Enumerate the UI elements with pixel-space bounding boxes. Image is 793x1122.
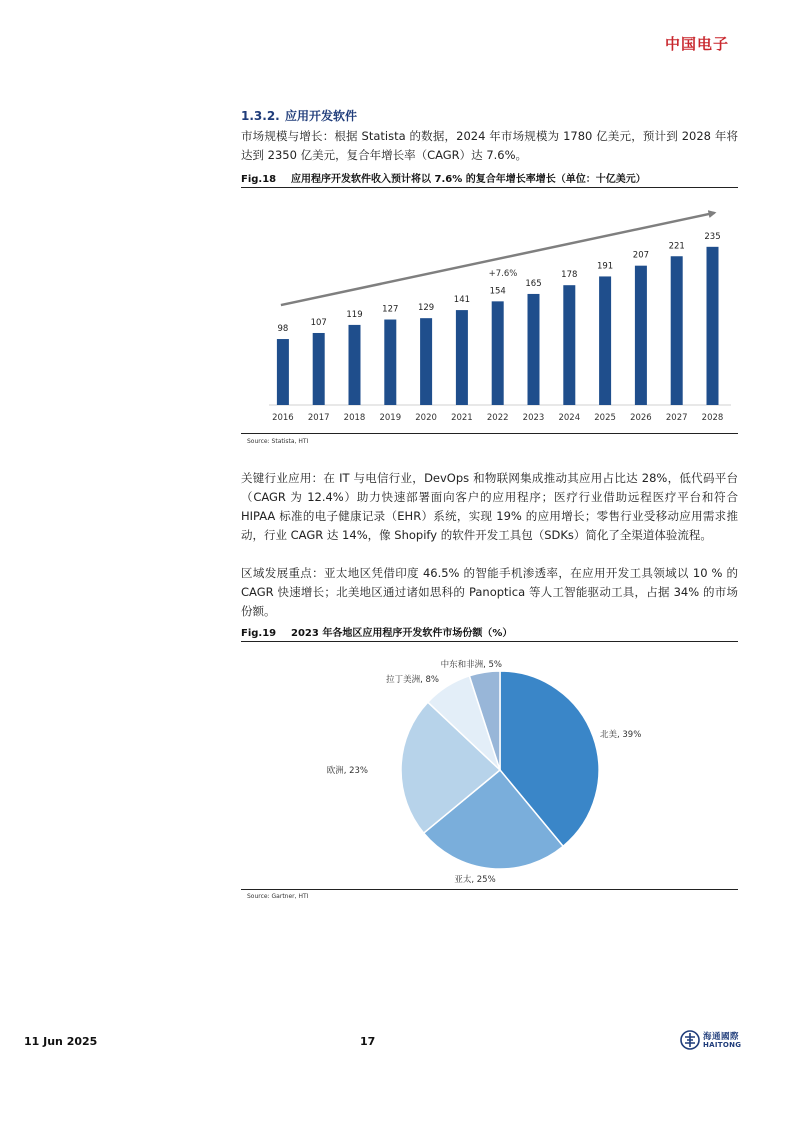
bar-2016: [277, 339, 289, 405]
logo-text-cn: 海通國際: [703, 1032, 740, 1042]
fig18-source: Source: Statista, HTI: [247, 438, 309, 445]
tick-label-2026: 2026: [630, 413, 652, 423]
pie-label-4: 中东和非洲, 5%: [440, 660, 502, 670]
fig18-bottom-rule: [241, 433, 738, 434]
tick-label-2021: 2021: [451, 413, 473, 423]
paragraph-regional: 区域发展重点：亚太地区凭借印度 46.5% 的智能手机渗透率，在应用开发工具领域以 10 % 的 CAGR 快速增长；北美地区通过诸如思科的 Panoptica 等人工智能驱动工具，占据 34% 的市场份额。: [241, 566, 738, 618]
bar-2017: [313, 333, 325, 405]
data-label-2021: 141: [453, 295, 471, 306]
cagr-annotation: +7.6%: [488, 269, 518, 279]
paragraph-market-size: 市场规模与增长：根据 Statista 的数据，2024 年市场规模为 1780 亿美元，预计到 2028 年将达到 2350 亿美元，复合年增长率（CAGR）达 7.6%。: [241, 129, 738, 162]
header-brand: 中国电子: [664, 35, 729, 53]
revenue-bar-chart: [241, 190, 738, 433]
bar-2028: [707, 247, 719, 405]
bar-2025: [599, 276, 611, 405]
data-label-2020: 129: [417, 303, 435, 314]
pie-label-3: 拉丁美洲, 8%: [386, 675, 439, 685]
paragraph-key-industries: 关键行业应用：在 IT 与电信行业，DevOps 和物联网集成推动其应用占比达 28%，低代码平台（CAGR 为 12.4%）助力快速部署面向客户的应用程序；医疗行业借助远程医疗平台和符合 HIPAA 标准的电子健康记录（EHR）系统，实现 19% 的应用增长；零售行业受移动应用需求推动，行业 CAGR 达 14%，像 Shopify 的软件开发工具包（SDKs）简化了全渠道体验流程。: [241, 471, 738, 542]
bar-2027: [671, 256, 683, 405]
tick-label-2020: 2020: [415, 413, 437, 423]
tick-label-2024: 2024: [558, 413, 581, 423]
regional-share-pie-chart: [241, 643, 738, 888]
fig19-title: 2023 年各地区应用程序开发软件市场份额（%）: [291, 628, 513, 639]
fig18-title: 应用程序开发软件收入预计将以 7.6% 的复合年增长率增长（单位：十亿美元）: [291, 174, 646, 185]
tick-label-2016: 2016: [272, 413, 294, 423]
data-label-2017: 107: [310, 317, 327, 328]
section-number: 1.3.2.: [241, 109, 280, 123]
data-label-2024: 178: [561, 270, 578, 281]
haitong-logo-icon: [680, 1030, 700, 1050]
bar-2024: [563, 285, 575, 405]
data-label-2026: 207: [632, 250, 650, 261]
fig19-number: Fig.19: [241, 628, 277, 639]
tick-label-2025: 2025: [594, 413, 616, 423]
bar-2018: [349, 325, 361, 405]
data-label-2019: 127: [382, 304, 399, 315]
logo-text-en: HAITONG: [703, 1041, 742, 1049]
page-number: 17: [360, 1035, 376, 1048]
fig18-number: Fig.18: [241, 174, 277, 185]
fig19-source: Source: Gartner, HTI: [247, 893, 309, 900]
data-label-2018: 119: [346, 309, 363, 320]
data-label-2022: 154: [489, 286, 506, 297]
bar-2026: [635, 266, 647, 405]
data-label-2023: 165: [525, 278, 542, 289]
tick-label-2027: 2027: [665, 413, 688, 423]
section-heading: [241, 107, 357, 124]
pie-label-0: 北美, 39%: [600, 730, 642, 740]
section-title: 应用开发软件: [285, 109, 358, 123]
bar-2019: [384, 320, 396, 405]
haitong-logo: [680, 1030, 742, 1052]
bar-2021: [456, 310, 468, 405]
tick-label-2023: 2023: [522, 413, 545, 423]
footer-date: 11 Jun 2025: [24, 1035, 98, 1048]
bar-2023: [528, 294, 540, 405]
tick-label-2019: 2019: [379, 413, 402, 423]
data-label-2016: 98: [277, 324, 289, 335]
bar-2020: [420, 318, 432, 405]
tick-label-2018: 2018: [343, 413, 366, 423]
tick-label-2028: 2028: [701, 413, 724, 423]
data-label-2027: 221: [668, 241, 685, 252]
tick-label-2022: 2022: [486, 413, 509, 423]
data-label-2025: 191: [596, 261, 614, 272]
pie-label-1: 亚太, 25%: [454, 875, 496, 885]
tick-label-2017: 2017: [307, 413, 330, 423]
fig18-caption: [241, 170, 738, 188]
fig19-caption: [241, 624, 738, 642]
bar-2022: [492, 301, 504, 405]
data-label-2028: 235: [704, 231, 721, 242]
fig19-bottom-rule: [241, 889, 738, 890]
pie-label-2: 欧洲, 23%: [326, 766, 368, 776]
